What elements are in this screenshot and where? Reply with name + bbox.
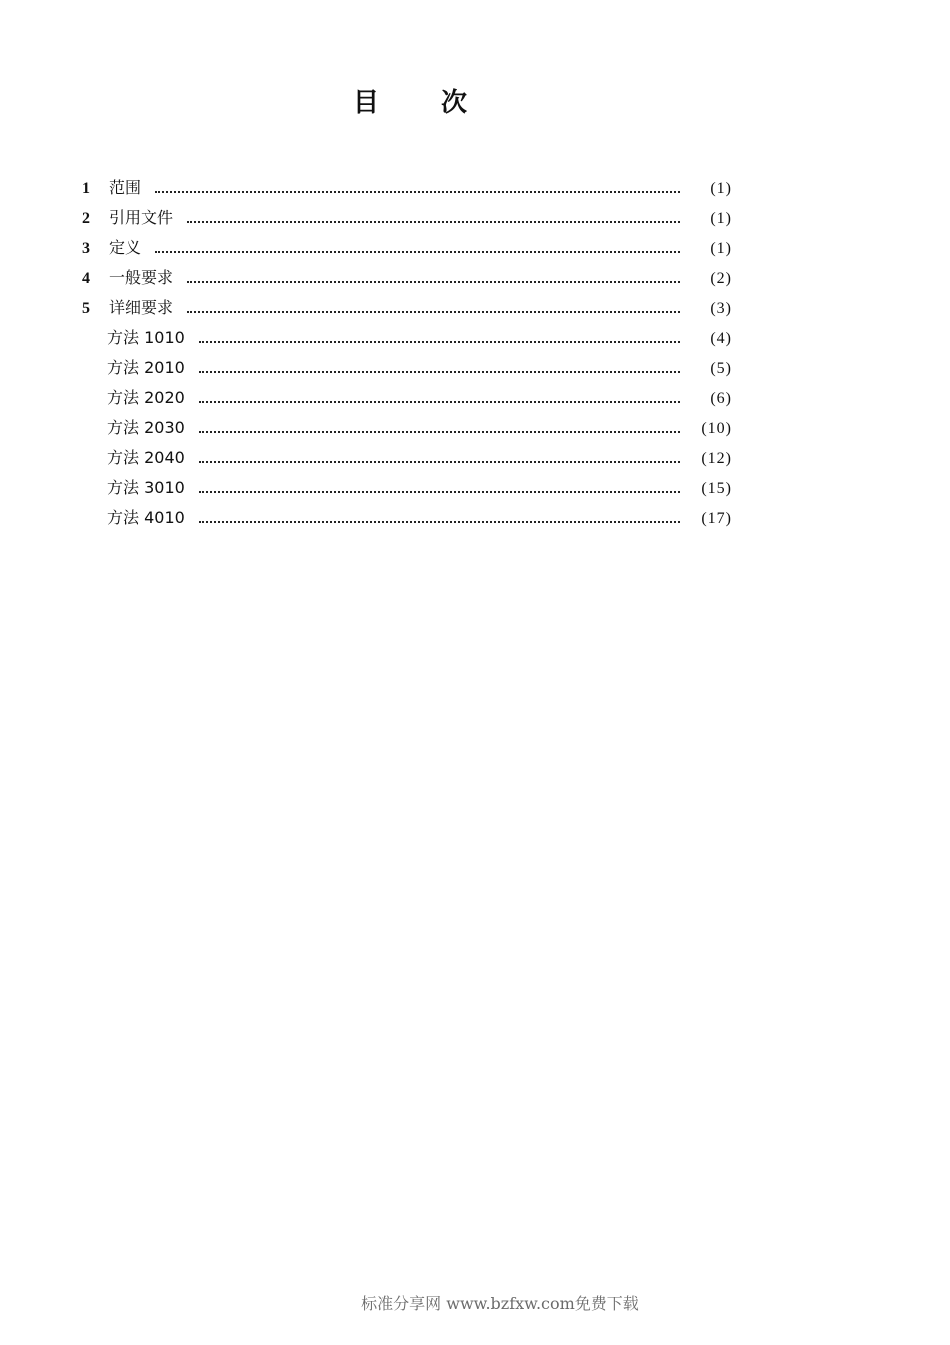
toc-entry-page: (12)	[701, 450, 732, 467]
dot-leader	[199, 491, 680, 493]
toc-entry[interactable]	[82, 233, 732, 263]
dot-leader	[187, 221, 680, 223]
toc-entry-method[interactable]	[82, 323, 732, 353]
toc-entry-method[interactable]	[82, 383, 732, 413]
toc-entry-number: 4	[82, 270, 90, 287]
toc-entry-title: 方法 3010	[107, 478, 185, 497]
toc-entry-page: (17)	[701, 510, 732, 527]
toc-entry-number: 2	[82, 210, 90, 227]
dot-leader	[199, 401, 680, 403]
toc-entry-page: (1)	[710, 180, 732, 197]
toc-entry-title: 定义	[109, 238, 142, 257]
toc-entry[interactable]	[82, 203, 732, 233]
dot-leader	[199, 461, 680, 463]
dot-leader	[199, 431, 680, 433]
toc-entry-page: (10)	[701, 420, 732, 437]
footer-watermark: 标准分享网 www.bzfxw.com免费下载	[361, 1294, 639, 1313]
dot-leader	[199, 521, 680, 523]
toc-entry-method[interactable]	[82, 413, 732, 443]
toc-entry-title: 一般要求	[109, 268, 174, 287]
toc-entry-title: 详细要求	[109, 298, 174, 317]
toc-entry-title: 方法 2020	[107, 388, 185, 407]
toc-entry-number: 1	[82, 180, 90, 197]
toc-entry-number: 5	[82, 300, 90, 317]
toc-entry[interactable]	[82, 173, 732, 203]
dot-leader	[199, 341, 680, 343]
dot-leader	[155, 191, 680, 193]
dot-leader	[155, 251, 680, 253]
dot-leader	[199, 371, 680, 373]
toc-entry-title: 方法 2010	[107, 358, 185, 377]
toc-entry-page: (4)	[710, 330, 732, 347]
toc-entry-page: (1)	[710, 210, 732, 227]
toc-entry-title: 方法 2030	[107, 418, 185, 437]
toc-entry-title: 方法 2040	[107, 448, 185, 467]
toc-entry-page: (15)	[701, 480, 732, 497]
table-of-contents	[82, 173, 732, 533]
dot-leader	[187, 311, 680, 313]
toc-entry-number: 3	[82, 240, 90, 257]
dot-leader	[187, 281, 680, 283]
toc-entry-title: 方法 1010	[107, 328, 185, 347]
toc-entry[interactable]	[82, 263, 732, 293]
toc-entry-method[interactable]	[82, 353, 732, 383]
toc-entry-method[interactable]	[82, 503, 732, 533]
toc-entry-page: (1)	[710, 240, 732, 257]
toc-entry-page: (3)	[710, 300, 732, 317]
page-title: 目次	[352, 88, 529, 118]
toc-entry-title: 范围	[109, 178, 142, 197]
toc-entry-method[interactable]	[82, 443, 732, 473]
toc-entry-title: 引用文件	[109, 208, 174, 227]
toc-entry-page: (2)	[710, 270, 732, 287]
toc-entry-title: 方法 4010	[107, 508, 185, 527]
toc-entry[interactable]	[82, 293, 732, 323]
toc-entry-method[interactable]	[82, 473, 732, 503]
toc-entry-page: (5)	[710, 360, 732, 377]
toc-entry-page: (6)	[710, 390, 732, 407]
